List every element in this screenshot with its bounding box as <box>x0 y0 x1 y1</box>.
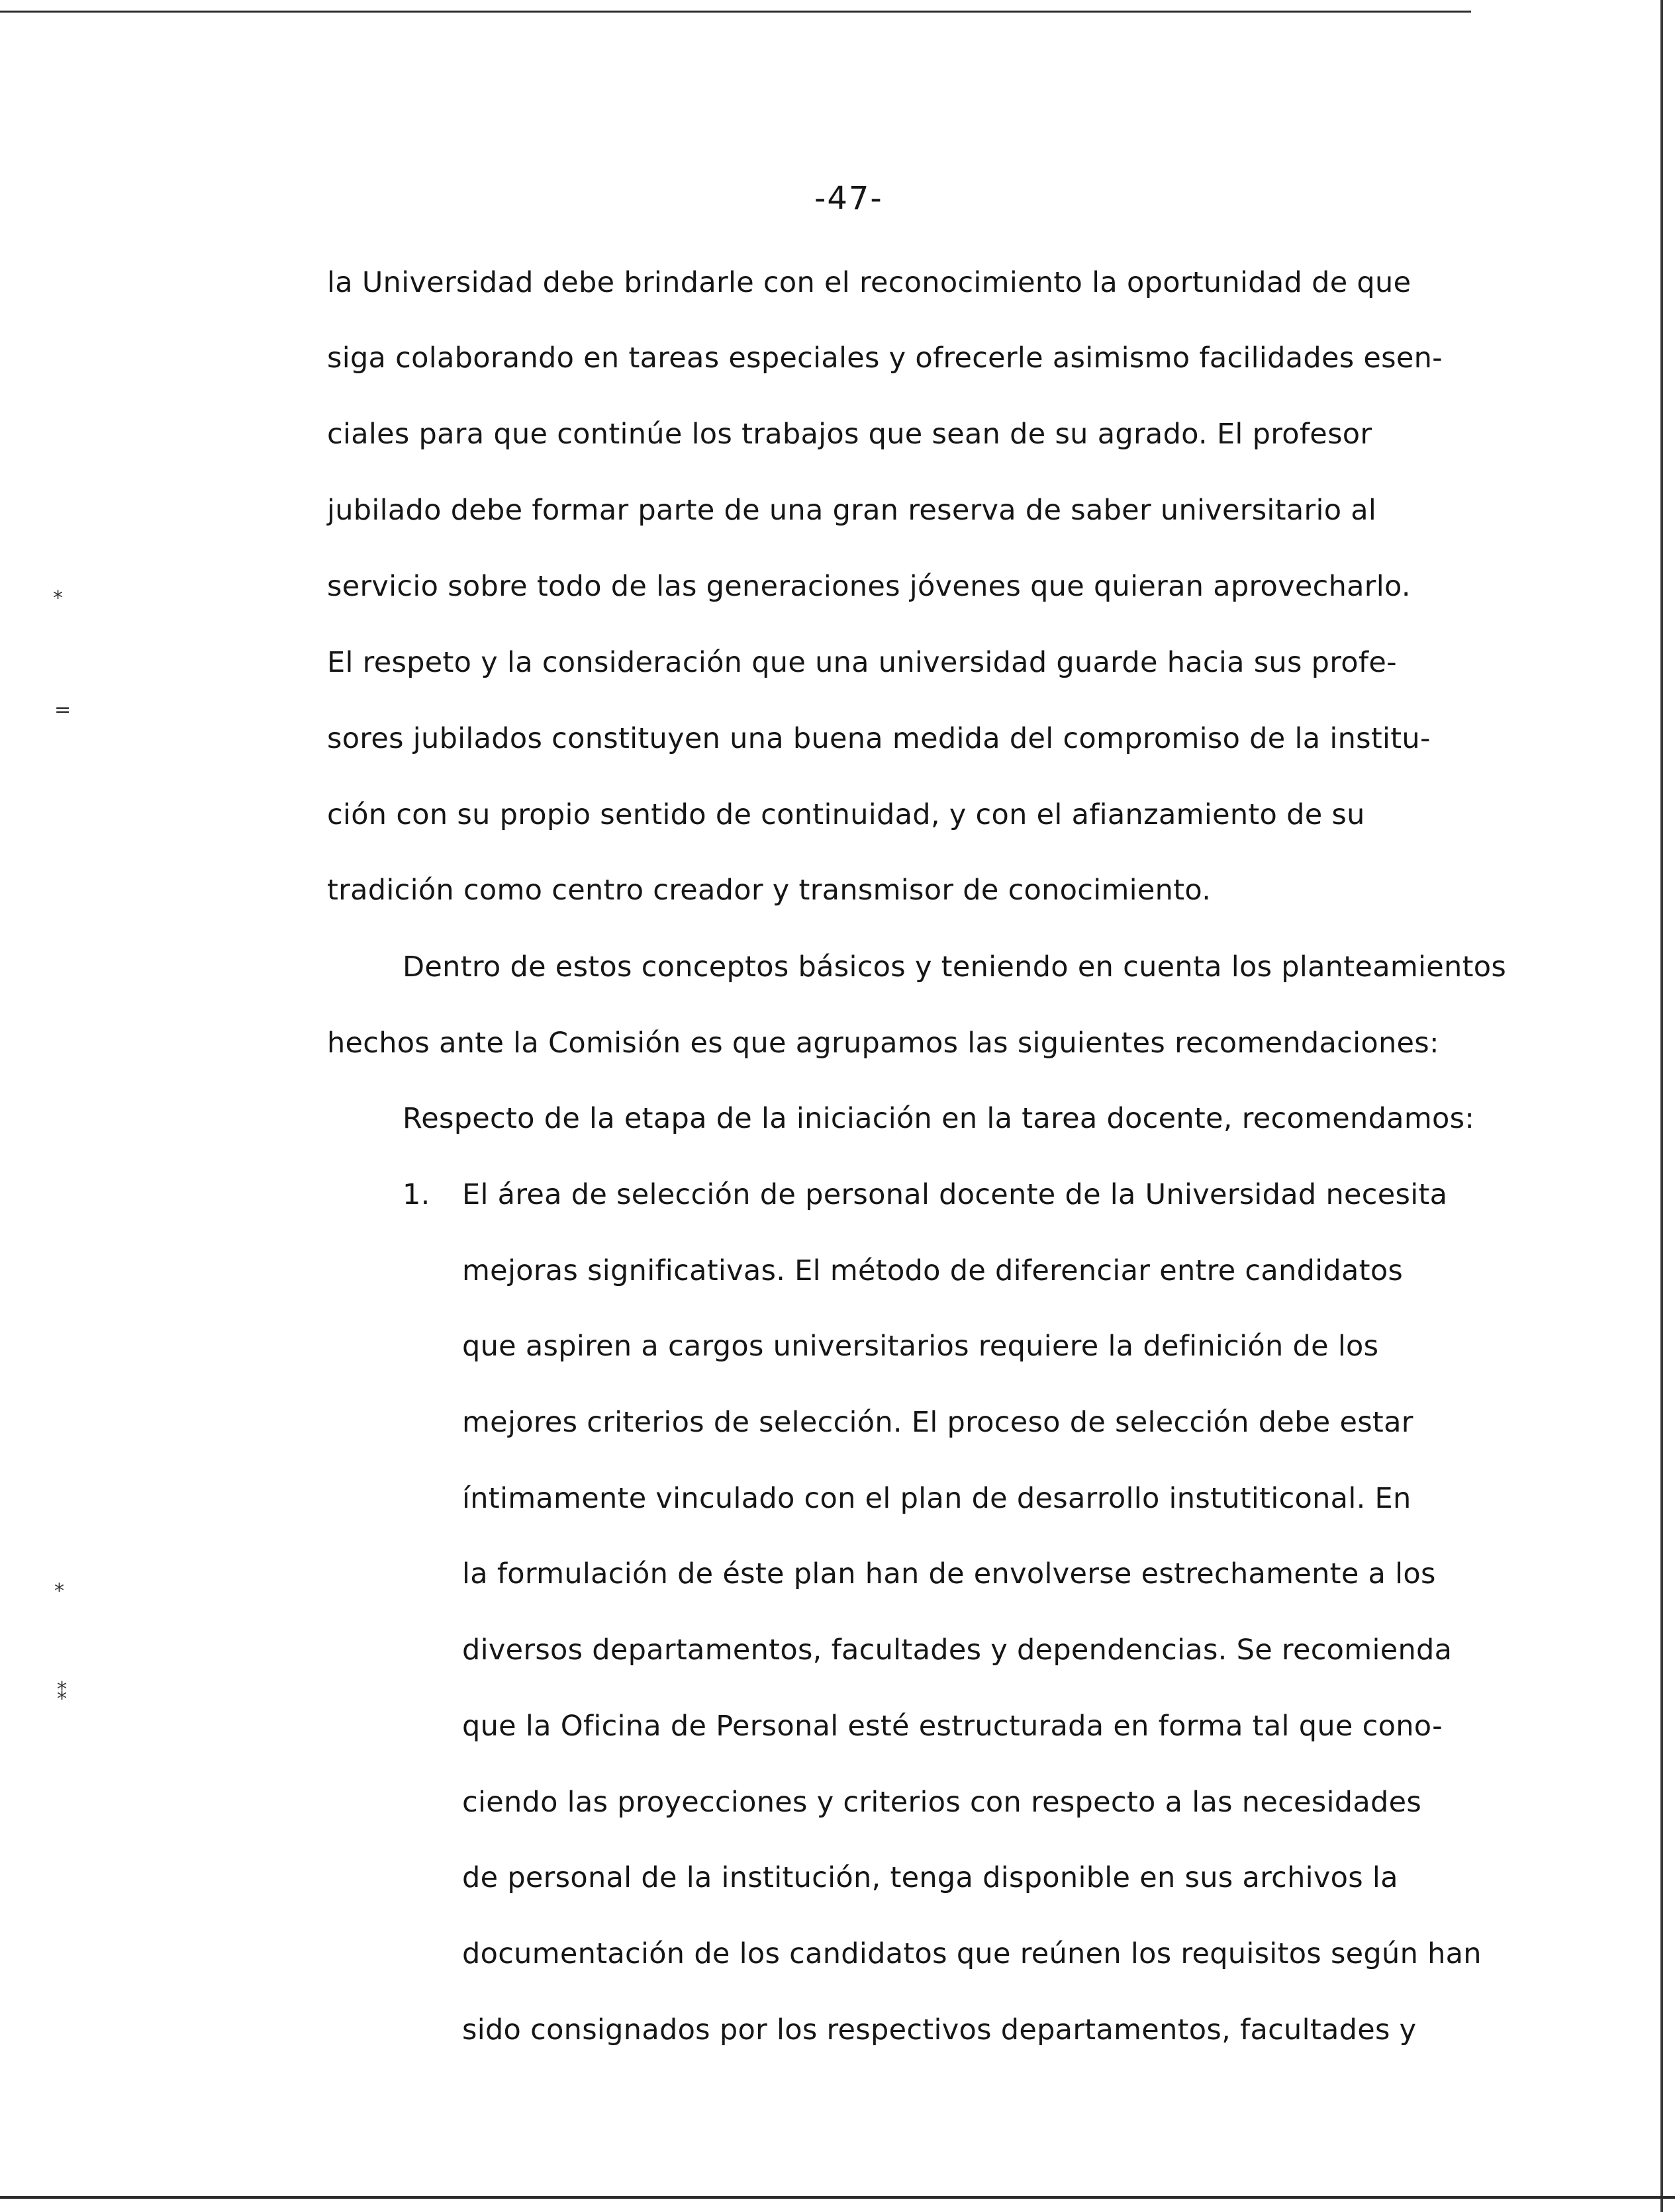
list-item-line: El área de selección de personal docente de la Universidad necesita <box>462 1178 1448 1211</box>
list-item-line: íntimamente vinculado con el plan de desarrollo instutiticonal. En <box>462 1482 1412 1515</box>
bottom-border-line <box>0 2196 1675 2199</box>
paragraph-1-line: siga colaborando en tareas especiales y ofrecerle asimismo facilidades esen- <box>327 342 1443 375</box>
list-item-line: ciendo las proyecciones y criterios con respecto a las necesidades <box>462 1786 1422 1819</box>
page-number: -47- <box>814 180 883 217</box>
top-border-line <box>0 11 1471 13</box>
paragraph-1-line: ción con su propio sentido de continuidad, y con el afianzamiento de su <box>327 798 1365 831</box>
paragraph-1-line: ciales para que continúe los trabajos que sean de su agrado. El profesor <box>327 418 1372 451</box>
list-item-line: diversos departamentos, facultades y dependencias. Se recomienda <box>462 1634 1453 1667</box>
paragraph-1-line: sores jubilados constituyen una buena medida del compromiso de la institu- <box>327 722 1431 755</box>
recommendations-subheading: Respecto de la etapa de la iniciación en la tarea docente, recomendamos: <box>403 1102 1475 1135</box>
list-item-line: mejores criterios de selección. El proceso de selección debe estar <box>462 1406 1413 1439</box>
list-item-line: de personal de la institución, tenga disponible en sus archivos la <box>462 1861 1398 1894</box>
paragraph-2-line: Dentro de estos conceptos básicos y teniendo en cuenta los planteamientos <box>403 950 1507 984</box>
margin-mark: = <box>54 698 72 721</box>
paragraph-1-line: tradición como centro creador y transmisor de conocimiento. <box>327 874 1212 907</box>
paragraph-1-line: servicio sobre todo de las generaciones jóvenes que quieran aprovecharlo. <box>327 570 1411 603</box>
list-item-number: 1. <box>403 1178 430 1211</box>
list-item-line: que la Oficina de Personal esté estructurada en forma tal que cono- <box>462 1710 1443 1743</box>
margin-mark: ⁎ <box>54 1573 64 1596</box>
margin-mark: ⁎ <box>53 580 63 604</box>
list-item-line: la formulación de éste plan han de envolverse estrechamente a los <box>462 1557 1436 1590</box>
paragraph-1-line: la Universidad debe brindarle con el reconocimiento la oportunidad de que <box>327 266 1412 299</box>
list-item-line: que aspiren a cargos universitarios requiere la definición de los <box>462 1330 1379 1363</box>
list-item-line: mejoras significativas. El método de diferenciar entre candidatos <box>462 1254 1404 1287</box>
paragraph-1-line: jubilado debe formar parte de una gran reserva de saber universitario al <box>327 494 1377 527</box>
right-border-line <box>1660 0 1663 2212</box>
paragraph-1-line: El respeto y la consideración que una universidad guarde hacia sus profe- <box>327 646 1397 679</box>
list-item-line: documentación de los candidatos que reúnen los requisitos según han <box>462 1937 1482 1970</box>
margin-mark: ⁑ <box>57 1682 67 1705</box>
list-item-line: sido consignados por los respectivos departamentos, facultades y <box>462 2013 1417 2047</box>
paragraph-2-line: hechos ante la Comisión es que agrupamos las siguientes recomendaciones: <box>327 1027 1439 1060</box>
